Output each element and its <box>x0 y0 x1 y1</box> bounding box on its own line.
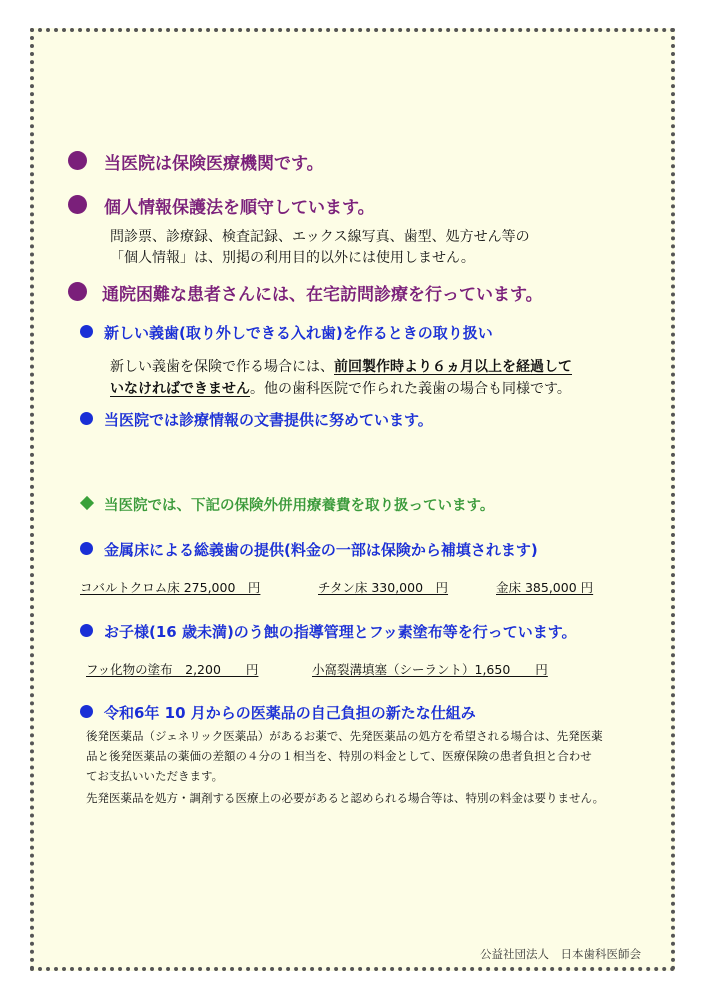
section-9-line-2: 品と後発医薬品の薬価の差額の４分の１相当を、特別の料金として、医療保険の患者負担と合わせ <box>86 749 592 763</box>
section-8-title: お子様(16 歳未満)のう蝕の指導管理とフッ素塗布等を行っています。 <box>104 623 577 641</box>
bullet-circle-icon <box>80 542 93 555</box>
bullet-circle-icon <box>80 325 93 338</box>
section-4-line-2a: いなければできません <box>110 381 250 397</box>
bullet-circle-icon <box>80 412 93 425</box>
section-4-line-2b: 。他の歯科医院で作られた義歯の場合も同様です。 <box>250 381 571 397</box>
section-2-line-2: 「個人情報」は、別掲の利用目的以外には使用しません。 <box>110 250 475 266</box>
price-gold: 金床 385,000 円 <box>496 580 594 595</box>
price-cobalt-chrome: コバルトクロム床 275,000 円 <box>80 580 261 595</box>
footer-org-name: 公益社団法人 日本歯科医師会 <box>480 947 641 961</box>
section-2-line-1: 問診票、診療録、検査記録、エックス線写真、歯型、処方せん等の <box>110 229 530 245</box>
section-4-line-1a: 新しい義歯を保険で作る場合には、 <box>110 359 334 375</box>
section-2-title: 個人情報保護法を順守しています。 <box>104 198 375 218</box>
price-titanium: チタン床 330,000 円 <box>318 580 449 595</box>
bullet-circle-icon <box>80 705 93 718</box>
bullet-circle-icon <box>68 151 87 170</box>
price-fluoride: フッ化物の塗布 2,200 円 <box>86 662 259 677</box>
section-4-line-2 <box>110 378 571 398</box>
section-7-title: 金属床による総義歯の提供(料金の一部は保険から補填されます) <box>104 541 538 559</box>
bullet-circle-icon <box>68 195 87 214</box>
section-4-line-1b: 前回製作時より６ヵ月以上を経過して <box>334 359 572 375</box>
section-9-line-3: てお支払いいただきます。 <box>86 769 224 783</box>
section-1-title: 当医院は保険医療機関です。 <box>104 154 324 174</box>
section-9-line-1: 後発医薬品（ジェネリック医薬品）があるお薬で、先発医薬品の処方を希望される場合は、先発医薬 <box>86 729 603 743</box>
section-4-title: 新しい義歯(取り外しできる入れ歯)を作るときの取り扱い <box>104 324 493 342</box>
section-9-title: 令和6年 10 月からの医薬品の自己負担の新たな仕組み <box>104 704 476 722</box>
section-9-line-4: 先発医薬品を処方・調剤する医療上の必要があると認められる場合等は、特別の料金は要りません。 <box>86 791 605 805</box>
section-4-line-1 <box>110 356 572 376</box>
bullet-circle-icon <box>80 624 93 637</box>
section-6-title: 当医院では、下記の保険外併用療養費を取り扱っています。 <box>104 498 495 514</box>
bullet-circle-icon <box>68 282 87 301</box>
price-sealant: 小窩裂溝填塞（シーラント）1,650 円 <box>312 662 548 677</box>
section-5-title: 当医院では診療情報の文書提供に努めています。 <box>104 411 433 429</box>
section-3-title: 通院困難な患者さんには、在宅訪問診療を行っています。 <box>102 285 543 305</box>
